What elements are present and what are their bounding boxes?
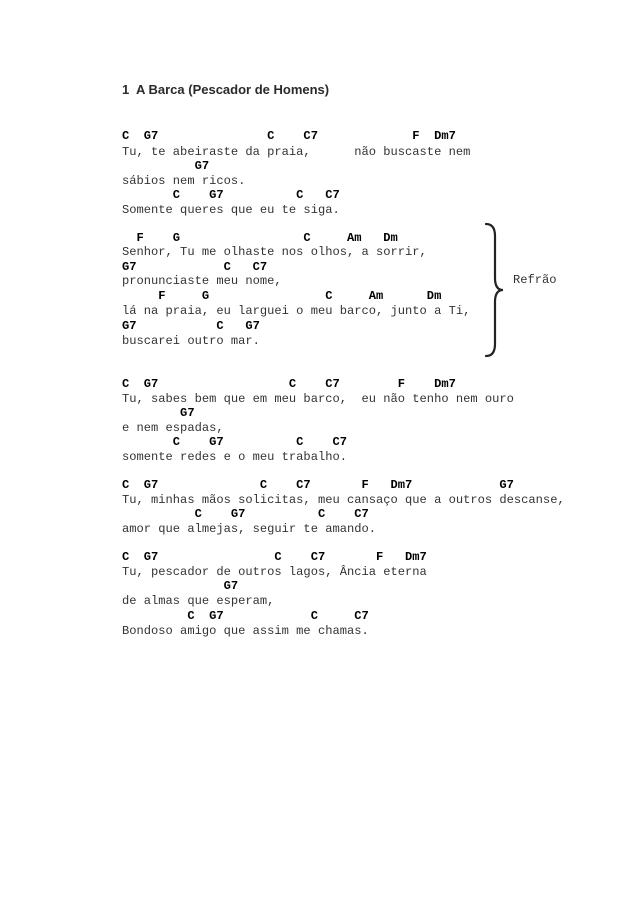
chord-line: F G C Am Dm (122, 289, 442, 303)
chord-line: C G7 C C7 F Dm7 (122, 550, 427, 564)
refrain-brace (482, 222, 506, 358)
lyric-line: Tu, minhas mãos solicitas, meu cansaço que a outros descanse, (122, 493, 565, 507)
lyric-line: e nem espadas, (122, 421, 224, 435)
lyric-line: Tu, pescador de outros lagos, Ância eterna (122, 565, 427, 579)
lyric-line: de almas que esperam, (122, 594, 275, 608)
chord-line: G7 (122, 406, 195, 420)
lyric-line: Somente queres que eu te siga. (122, 203, 340, 217)
lyric-line: buscarei outro mar. (122, 334, 260, 348)
lyric-line: Tu, sabes bem que em meu barco, eu não tenho nem ouro (122, 392, 514, 406)
chord-line: C G7 C C7 F Dm7 G7 (122, 478, 514, 492)
lyric-line: sábios nem ricos. (122, 174, 246, 188)
chord-line: G7 (122, 159, 210, 173)
lyric-line: lá na praia, eu larguei o meu barco, junto a Ti, (122, 304, 471, 318)
lyric-line: amor que almejas, seguir te amando. (122, 522, 377, 536)
chord-line: C G7 C C7 (122, 435, 347, 449)
chord-line: G7 C C7 (122, 260, 268, 274)
lyric-line: pronunciaste meu nome, (122, 274, 282, 288)
lyric-line: somente redes e o meu trabalho. (122, 450, 347, 464)
lyric-line: Bondoso amigo que assim me chamas. (122, 624, 369, 638)
song-title: 1 A Barca (Pescador de Homens) (122, 82, 330, 97)
lyric-line: Tu, te abeiraste da praia, não buscaste nem (122, 145, 471, 159)
lyric-line: Senhor, Tu me olhaste nos olhos, a sorrir, (122, 245, 427, 259)
chord-line: F G C Am Dm (122, 231, 398, 245)
chord-line: C G7 C C7 F Dm7 (122, 377, 456, 391)
chord-line: C G7 C C7 (122, 507, 369, 521)
chord-line: G7 (122, 579, 239, 593)
chord-line: G7 C G7 (122, 319, 260, 333)
chord-line: C G7 C C7 (122, 188, 340, 202)
refrain-label: Refrão (513, 273, 557, 287)
chord-line: C G7 C C7 (122, 609, 369, 623)
chord-line: C G7 C C7 F Dm7 (122, 129, 456, 143)
